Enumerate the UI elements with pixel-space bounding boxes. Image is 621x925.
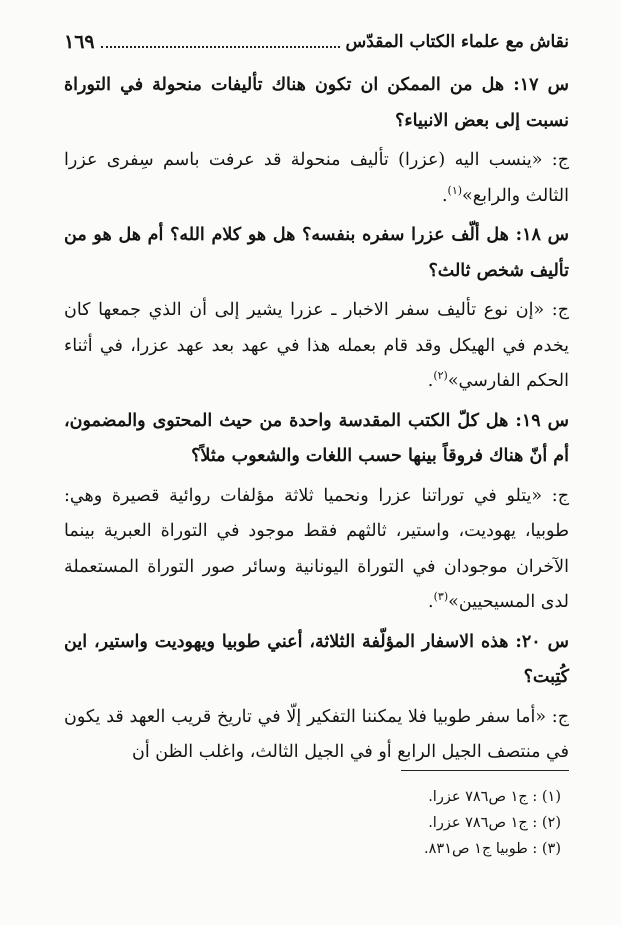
answer-18: ج: «إن نوع تأليف سفر الاخبار ـ عزرا يشير إلى أن الذي جمعها كان يخدم في الهيكل وقد قام بعمله هذا في عهد بعد عهد عزرا، في أثناء الحكم الفارسي»$^{(٢)}$.	[64, 300, 569, 391]
paragraph-text: ج: «إن نوع تأليف سفر الاخبار ـ عزرا يشير إلى أن الذي جمعها كان يخدم في الهيكل وقد قام بعمله هذا في عهد بعد عهد عزرا، في أثناء الحكم الفارسي»	[64, 300, 569, 391]
question-18	[64, 218, 569, 289]
question-20	[64, 625, 569, 696]
footnote-divider	[401, 770, 569, 771]
running-title: نقاش مع علماء الكتاب المقدّس	[345, 32, 569, 52]
footnote-2: (٢) : ج١ ص٧٨٦ عزرا.	[428, 815, 561, 831]
question-19	[64, 404, 569, 475]
question-17	[64, 68, 569, 139]
answer-17: ج: «ينسب اليه (عزرا) تأليف منحولة قد عرفت باسم سِفرى عزرا الثالث والرابع»$^{(١)}$.	[64, 150, 569, 206]
paragraph-text: س ١٨: هل ألّف عزرا سفره بنفسه؟ هل هو كلام الله؟ أم هل هو من تأليف شخص ثالث؟	[64, 225, 569, 281]
footnotes	[64, 784, 561, 862]
paragraph-text: ج: «أما سفر طوبيا فلا يمكننا التفكير إلّا في تاريخ قريب العهد قد يكون في منتصف الجيل الرابع أو في الجيل الثالث، واغلب الظن أن	[64, 706, 569, 762]
footnote-3: (٣) : طوبيا ج١ ص٨٣١.	[424, 841, 561, 857]
paragraph-text: س ١٩: هل كلّ الكتب المقدسة واحدة من حيث المحتوى والمضمون، أم أنّ هناك فروقاً بينها حسب اللغات والشعوب مثلاً؟	[64, 410, 569, 466]
main-text	[64, 68, 569, 775]
answer-19: ج: «يتلو في توراتنا عزرا ونحميا ثلاثة مؤلفات روائية قصيرة وهي: طوبيا، يهوديت، واستير، ثالثهم فقط موجود في التوراة العبرية بينما الآخران موجودان في التوراة اليونانية وسائر صور التوراة المستعملة لدى المسيحيين»$^{(٣)}$.	[64, 485, 569, 612]
answer-20	[64, 700, 569, 771]
page-number: ١٦٩	[64, 31, 95, 53]
paragraph-text: ج: «يتلو في توراتنا عزرا ونحميا ثلاثة مؤلفات روائية قصيرة وهي: طوبيا، يهوديت، واستير، ثالثهم فقط موجود في التوراة العبرية بينما الآخران موجودان في التوراة اليونانية وسائر صور التوراة المستعملة لدى المسيحيين»	[64, 485, 569, 612]
running-header	[64, 28, 569, 56]
paragraph-text: س ٢٠: هذه الاسفار المؤلّفة الثلاثة، أعني طوبيا ويهوديت واستير، اين كُتِبت؟	[64, 631, 569, 687]
footnote-ref: (١)	[447, 183, 463, 197]
footnote-ref: (٣)	[433, 590, 449, 604]
header-leader-dots	[101, 46, 340, 48]
footnote-ref: (٢)	[433, 369, 448, 383]
paragraph-text: س ١٧: هل من الممكن ان تكون هناك تأليفات منحولة في التوراة نسبت إلى بعض الانبياء؟	[64, 75, 569, 131]
paragraph-text: ج: «ينسب اليه (عزرا) تأليف منحولة قد عرفت باسم سِفرى عزرا الثالث والرابع»	[64, 150, 569, 206]
footnote-1: (١) : ج١ ص٧٨٦ عزرا.	[428, 789, 561, 805]
